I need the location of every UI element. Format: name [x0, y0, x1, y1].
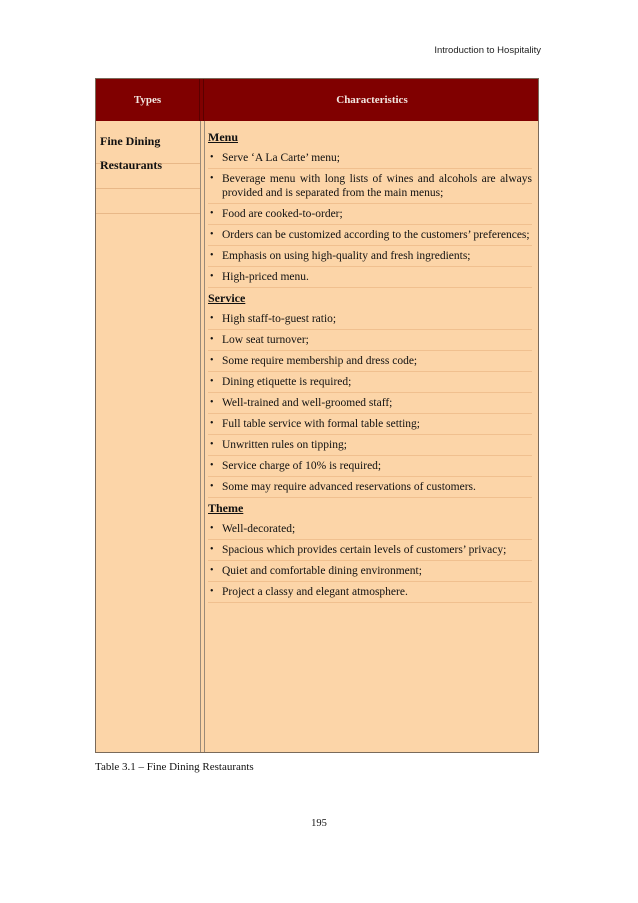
running-header: Introduction to Hospitality	[434, 45, 541, 56]
table-body	[96, 121, 538, 752]
type-line: Fine Dining	[100, 134, 161, 148]
bullet-icon: •	[210, 313, 214, 324]
bullet-icon: •	[210, 376, 214, 387]
list-item	[208, 148, 532, 169]
table-header-row	[96, 79, 538, 121]
list-item-text: Service charge of 10% is required;	[222, 460, 382, 472]
list-item-text: Some may require advanced reservations of customers.	[222, 481, 476, 493]
list-item	[208, 540, 532, 561]
bullet-icon: •	[210, 250, 214, 261]
list-item	[208, 169, 532, 204]
list-item	[208, 582, 532, 603]
bullet-icon: •	[210, 397, 214, 408]
bullet-icon: •	[210, 523, 214, 534]
bullet-icon: •	[210, 229, 214, 240]
type-line: Restaurants	[100, 158, 162, 172]
list-item	[208, 267, 532, 288]
column-header-types: Types	[133, 94, 162, 106]
list-item	[208, 204, 532, 225]
list-item-text: Full table service with formal table setting;	[222, 418, 421, 430]
bullet-icon: •	[210, 208, 214, 219]
list-item-text: Beverage menu with long lists of wines and alcohols are always provided and is separated from the main menus;	[222, 173, 532, 199]
bullet-icon: •	[210, 586, 214, 597]
bullet-icon: •	[210, 173, 214, 184]
list-item-text: Orders can be customized according to the customers’ preferences;	[222, 229, 530, 241]
section-heading-menu: Menu	[208, 130, 238, 144]
bullet-icon: •	[210, 565, 214, 576]
list-item-text: Emphasis on using high-quality and fresh ingredients;	[222, 250, 471, 262]
list-item	[208, 414, 532, 435]
list-item-text: Project a classy and elegant atmosphere.	[222, 586, 408, 598]
column-divider	[204, 121, 205, 752]
bullet-list	[208, 148, 532, 288]
header-divider	[199, 79, 200, 121]
list-item-text: High staff-to-guest ratio;	[222, 313, 337, 325]
list-item-text: Spacious which provides certain levels of customers’ privacy;	[222, 544, 507, 556]
page-number: 195	[311, 818, 327, 829]
list-item	[208, 477, 532, 498]
list-item	[208, 519, 532, 540]
bullet-icon: •	[210, 152, 214, 163]
bullet-icon: •	[210, 544, 214, 555]
bullet-list	[208, 309, 532, 498]
bullet-icon: •	[210, 481, 214, 492]
list-item	[208, 351, 532, 372]
list-item-text: Low seat turnover;	[222, 334, 309, 346]
list-item-text: Dining etiquette is required;	[222, 376, 352, 388]
fine-dining-table	[95, 78, 539, 753]
section-heading-theme: Theme	[208, 501, 244, 515]
table-caption: Table 3.1 – Fine Dining Restaurants	[95, 761, 254, 773]
list-item-text: Food are cooked-to-order;	[222, 208, 343, 220]
bullet-icon: •	[210, 439, 214, 450]
list-item-text: Well-trained and well-groomed staff;	[222, 397, 393, 409]
list-item	[208, 330, 532, 351]
bullet-icon: •	[210, 418, 214, 429]
list-item	[208, 309, 532, 330]
list-item-text: Serve ‘A La Carte’ menu;	[222, 152, 340, 164]
list-item-text: Some require membership and dress code;	[222, 355, 418, 367]
bullet-icon: •	[210, 334, 214, 345]
list-item	[208, 561, 532, 582]
bullet-icon: •	[210, 355, 214, 366]
list-item	[208, 393, 532, 414]
list-item-text: High-priced menu.	[222, 271, 309, 283]
section-heading-service: Service	[208, 291, 246, 305]
type-cell	[100, 131, 162, 179]
bullet-icon: •	[210, 271, 214, 282]
list-item-text: Well-decorated;	[222, 523, 296, 535]
list-item	[208, 225, 532, 246]
list-item	[208, 246, 532, 267]
list-item	[208, 435, 532, 456]
bullet-list	[208, 519, 532, 603]
column-divider	[200, 121, 201, 752]
list-item	[208, 372, 532, 393]
characteristics-cell	[208, 127, 532, 603]
header-divider	[203, 79, 204, 121]
list-item-text: Unwritten rules on tipping;	[222, 439, 347, 451]
bullet-icon: •	[210, 460, 214, 471]
list-item	[208, 456, 532, 477]
column-header-characteristics: Characteristics	[336, 94, 408, 106]
list-item-text: Quiet and comfortable dining environment;	[222, 565, 422, 577]
